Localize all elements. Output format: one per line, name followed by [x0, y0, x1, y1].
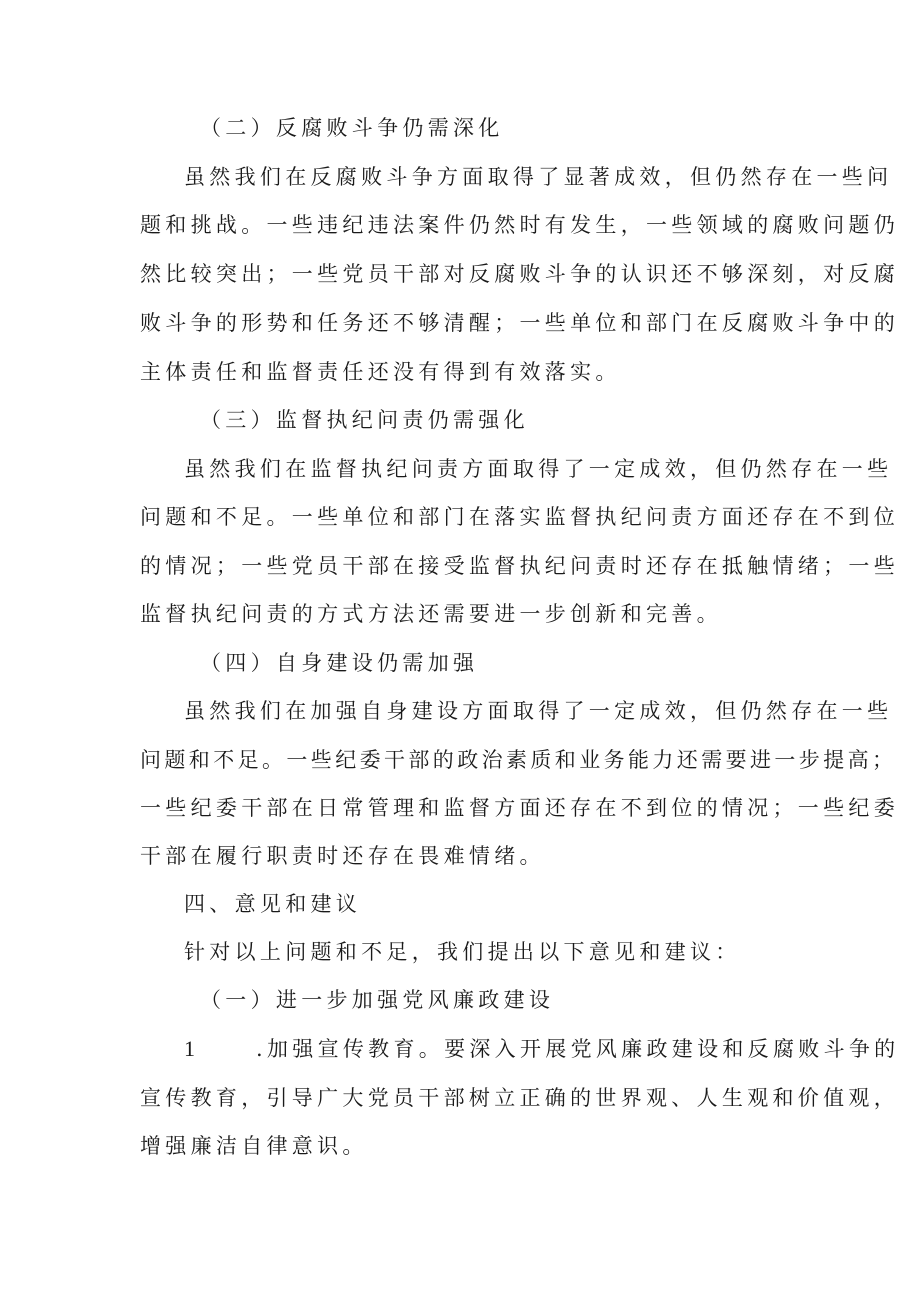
paragraph-line: 监督执纪问责的方式方法还需要进一步创新和完善。 — [140, 602, 722, 626]
paragraph-line: 一些纪委干部在日常管理和监督方面还存在不到位的情况；一些纪委 — [140, 796, 899, 820]
paragraph-line: 题和挑战。一些违纪违法案件仍然时有发生，一些领域的腐败问题仍 — [140, 213, 899, 237]
paragraph-line: 主体责任和监督责任还没有得到有效落实。 — [140, 360, 621, 384]
paragraph-line: 干部在履行职责时还存在畏难情绪。 — [140, 844, 545, 868]
paragraph-line: 虽然我们在监督执纪问责方面取得了一定成效，但仍然存在一些 — [184, 457, 893, 481]
heading-anti-corruption: （二）反腐败斗争仍需深化 — [200, 116, 504, 140]
paragraph-line: 针对以上问题和不足，我们提出以下意见和建议： — [184, 940, 741, 964]
list-item-number: 1 — [184, 1036, 195, 1061]
list-item-text: .加强宣传教育。要深入开展党风廉政建设和反腐败斗争的 — [256, 1037, 900, 1061]
paragraph-line: 宣传教育，引导广大党员干部树立正确的世界观、人生观和价值观， — [140, 1086, 899, 1110]
heading-self-building: （四）自身建设仍需加强 — [200, 651, 479, 675]
paragraph-line: 然比较突出；一些党员干部对反腐败斗争的认识还不够深刻，对反腐 — [140, 262, 899, 286]
paragraph-line: 问题和不足。一些单位和部门在落实监督执纪问责方面还存在不到位 — [140, 505, 899, 529]
paragraph-line: 败斗争的形势和任务还不够清醒；一些单位和部门在反腐败斗争中的 — [140, 311, 899, 335]
section-heading-suggestions: 四、意见和建议 — [184, 892, 362, 916]
list-item-first-line — [184, 1035, 899, 1063]
paragraph-line: 虽然我们在反腐败斗争方面取得了显著成效，但仍然存在一些问 — [184, 165, 893, 189]
heading-supervision: （三）监督执纪问责仍需强化 — [200, 408, 529, 432]
paragraph-line: 的情况；一些党员干部在接受监督执纪问责时还存在抵触情绪；一些 — [140, 554, 899, 578]
paragraph-line: 问题和不足。一些纪委干部的政治素质和业务能力还需要进一步提高； — [140, 748, 897, 772]
heading-party-conduct: （一）进一步加强党风廉政建设 — [200, 988, 555, 1012]
paragraph-line: 增强廉洁自律意识。 — [140, 1134, 368, 1158]
paragraph-line: 虽然我们在加强自身建设方面取得了一定成效，但仍然存在一些 — [184, 699, 893, 723]
